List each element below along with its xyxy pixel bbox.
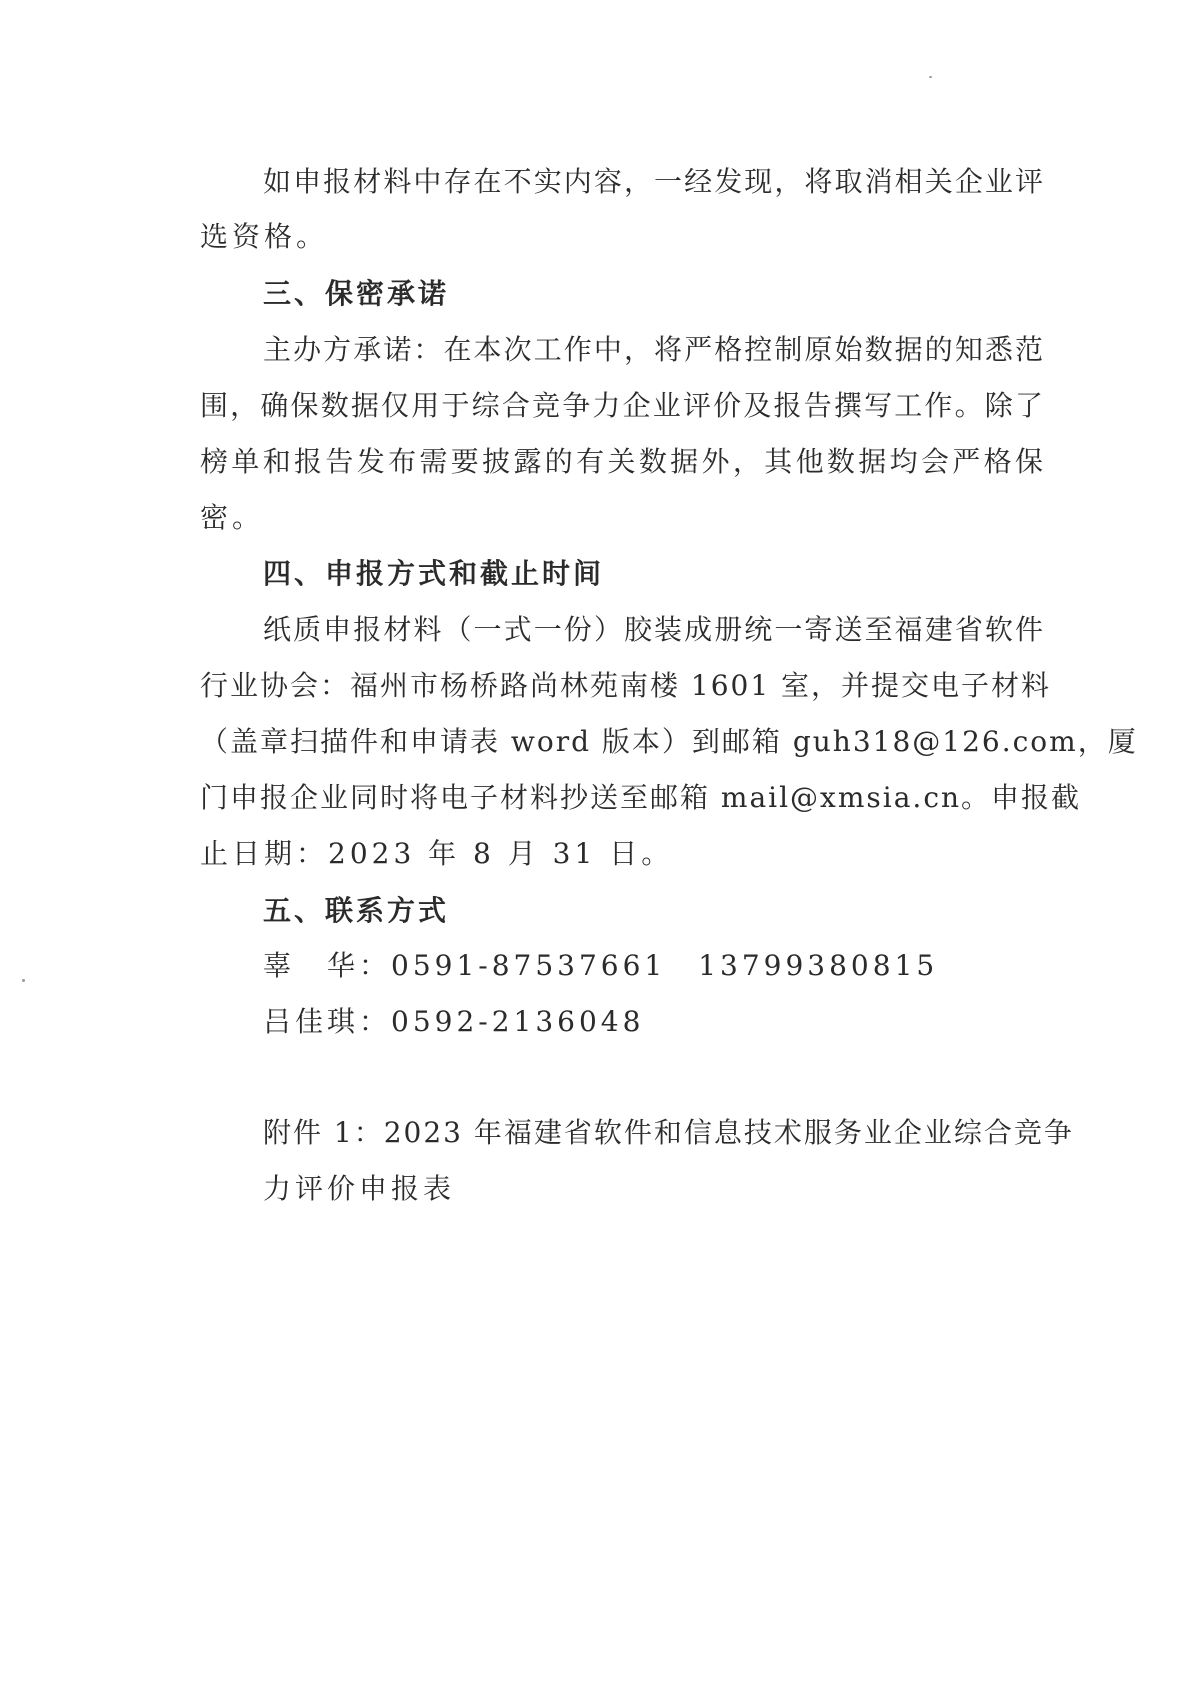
paragraph-line: 纸质申报材料（一式一份）胶装成册统一寄送至福建省软件 bbox=[263, 613, 1045, 646]
paragraph-line: 止日期：2023 年 8 月 31 日。 bbox=[200, 837, 674, 870]
scan-speck bbox=[929, 76, 932, 78]
paragraph-line: 榜单和报告发布需要披露的有关数据外，其他数据均会严格保 bbox=[200, 445, 1045, 478]
paragraph-line: 密。 bbox=[200, 501, 265, 534]
paragraph-line: 选资格。 bbox=[200, 220, 329, 253]
attachment-line: 附件 1：2023 年福建省软件和信息技术服务业企业综合竞争 bbox=[263, 1116, 1074, 1149]
section-heading-confidentiality: 三、保密承诺 bbox=[263, 277, 450, 310]
attachment-line: 力评价申报表 bbox=[263, 1172, 456, 1205]
paragraph-line: 行业协会：福州市杨桥路尚林苑南楼 1601 室，并提交电子材料 bbox=[200, 669, 1052, 702]
contact-line: 辜 华：0591-87537661 13799380815 bbox=[263, 949, 939, 982]
section-heading-contact: 五、联系方式 bbox=[263, 894, 450, 927]
paragraph-line: 门申报企业同时将电子材料抄送至邮箱 mail@xmsia.cn。申报截 bbox=[200, 781, 1082, 814]
paragraph-line: 如申报材料中存在不实内容，一经发现，将取消相关企业评 bbox=[263, 165, 1045, 198]
paragraph-line: （盖章扫描件和申请表 word 版本）到邮箱 guh318@126.com，厦 bbox=[200, 725, 1138, 758]
contact-line: 吕佳琪：0592-2136048 bbox=[263, 1005, 645, 1038]
paragraph-line: 主办方承诺：在本次工作中，将严格控制原始数据的知悉范 bbox=[263, 333, 1045, 366]
scan-speck bbox=[22, 979, 25, 982]
paragraph-line: 围，确保数据仅用于综合竞争力企业评价及报告撰写工作。除了 bbox=[200, 389, 1045, 422]
section-heading-submission: 四、申报方式和截止时间 bbox=[263, 557, 605, 590]
